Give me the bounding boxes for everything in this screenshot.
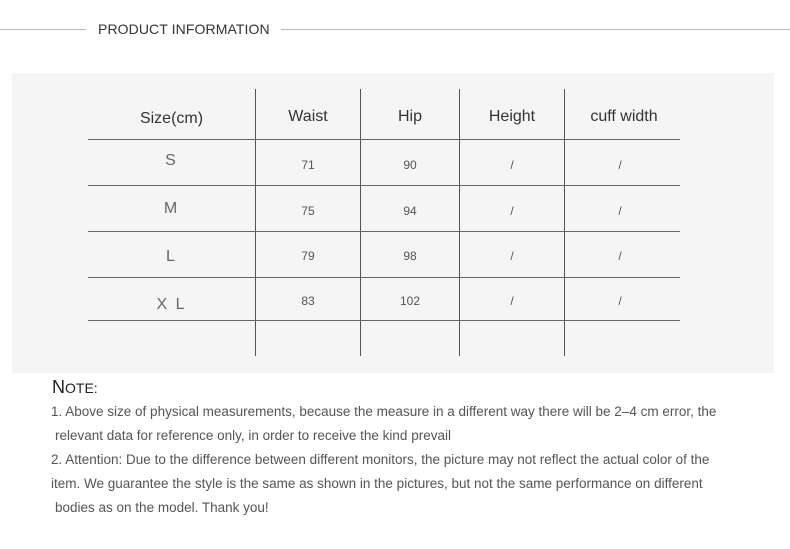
row-size-label: L bbox=[166, 248, 177, 265]
header-line-left bbox=[0, 29, 86, 30]
note-line: bodies as on the model. Thank you! bbox=[55, 500, 269, 515]
header-line-right bbox=[281, 29, 790, 30]
size-table-panel bbox=[12, 73, 774, 373]
row-hip-value: 98 bbox=[403, 249, 417, 263]
page-title: PRODUCT INFORMATION bbox=[98, 21, 270, 37]
row-size-label: M bbox=[163, 200, 180, 217]
row-hip-value: 94 bbox=[403, 204, 417, 218]
row-hip-value: 102 bbox=[399, 294, 421, 308]
row-size-label: X L bbox=[156, 296, 187, 313]
note-line: relevant data for reference only, in order to receive the kind prevail bbox=[55, 428, 451, 443]
row-height-value: / bbox=[510, 249, 514, 263]
row-cuff-value: / bbox=[618, 249, 622, 263]
row-waist-value: 79 bbox=[301, 249, 315, 263]
column-header-cuff-width: cuff width bbox=[590, 108, 658, 125]
note-line: 2. Attention: Due to the difference between different monitors, the picture may not reflect the actual color of the bbox=[51, 452, 710, 467]
row-waist-value: 71 bbox=[301, 158, 315, 172]
note-line: 1. Above size of physical measurements, because the measure in a different way there will be 2–4 cm error, the bbox=[51, 404, 717, 419]
row-cuff-value: / bbox=[618, 294, 622, 308]
note-title bbox=[52, 377, 98, 398]
note-title-rest: OTE: bbox=[65, 380, 98, 396]
row-height-value: / bbox=[510, 158, 514, 172]
column-header-size: Size(cm) bbox=[139, 110, 204, 127]
row-waist-value: 75 bbox=[301, 204, 315, 218]
row-waist-value: 83 bbox=[301, 294, 315, 308]
column-header-height: Height bbox=[488, 108, 536, 125]
row-cuff-value: / bbox=[618, 204, 622, 218]
row-height-value: / bbox=[510, 294, 514, 308]
row-size-label: S bbox=[165, 152, 178, 169]
note-line: item. We guarantee the style is the same as shown in the pictures, but not the same performance on different bbox=[51, 476, 703, 491]
column-header-waist: Waist bbox=[288, 108, 328, 125]
row-hip-value: 90 bbox=[403, 158, 417, 172]
row-height-value: / bbox=[510, 204, 514, 218]
note-title-initial: N bbox=[52, 377, 65, 397]
row-cuff-value: / bbox=[618, 158, 622, 172]
column-header-hip: Hip bbox=[397, 108, 422, 125]
